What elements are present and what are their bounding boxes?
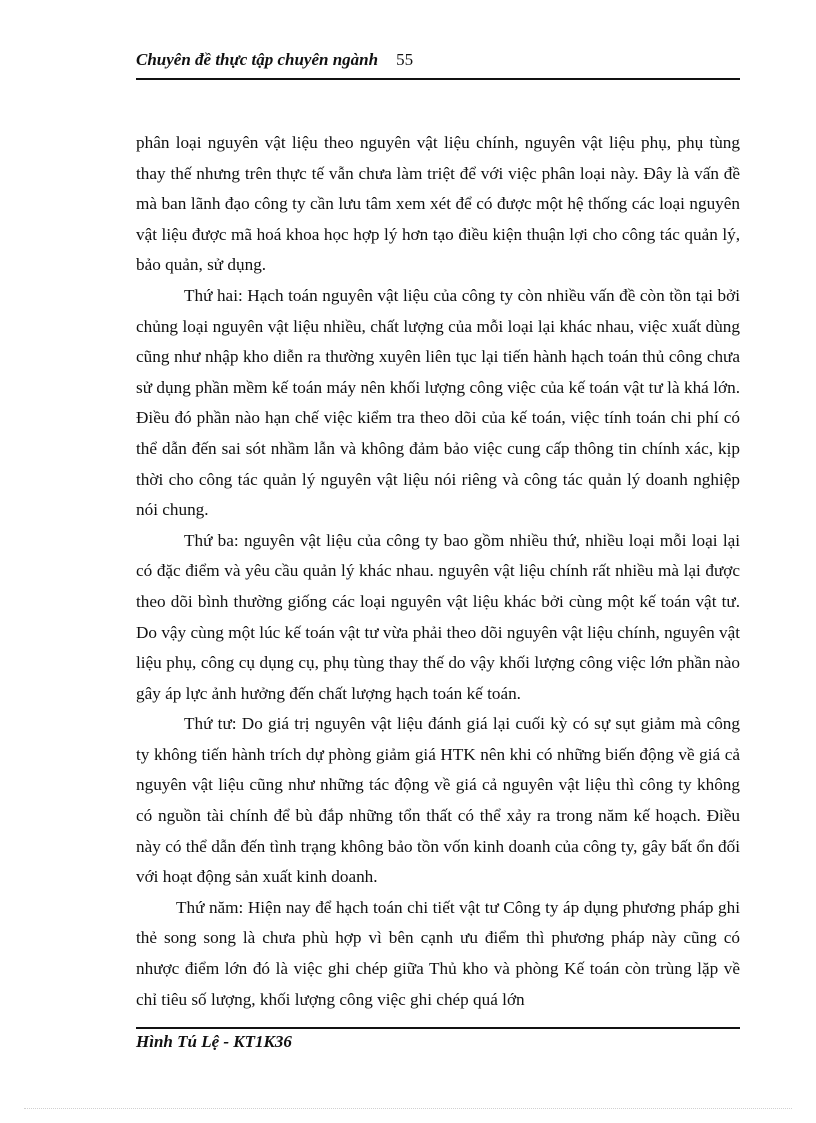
paragraph-fourth-point: Thứ tư: Do giá trị nguyên vật liệu đánh giá lại cuối kỳ có sự sụt giảm mà công ty không tiến hành trích dự phòng giảm giá HTK nên khi có những biến động về giá cả nguyên vật liệu cũng như những tác động về giá cả nguyên vật liệu thì công ty không có nguồn tài chính để bù đắp những tổn thất có thể xảy ra trong năm kế hoạch. Điều này có thể dẫn đến tình trạng không bảo tồn vốn kinh doanh của công ty, gây bất ổn đối với hoạt động sản xuất kinh doanh.: [136, 714, 740, 887]
paragraph-second-point: Thứ hai: Hạch toán nguyên vật liệu của công ty còn nhiều vấn đề còn tồn tại bởi chủng loại nguyên vật liệu nhiều, chất lượng của mỗi loại lại khác nhau, việc xuất dùng cũng như nhập kho diễn ra thường xuyên liên tục lại tiến hành hạch toán thủ công chưa sử dụng phần mềm kế toán máy nên khối lượng công việc của kế toán vật tư là khá lớn. Điều đó phần nào hạn chế việc kiểm tra theo dõi của kế toán, việc tính toán chi phí có thể dẫn đến sai sót nhầm lẫn và không đảm bảo việc cung cấp thông tin chính xác, kịp thời cho công tác quản lý nguyên vật liệu nói riêng và công tác quản lý doanh nghiệp nói chung.: [136, 285, 740, 520]
paragraph-third-point: Thứ ba: nguyên vật liệu của công ty bao gồm nhiều thứ, nhiều loại mỗi loại lại có đặc điểm và yêu cầu quản lý khác nhau. nguyên vật liệu chính rất nhiều mà lại được theo dõi bình thường giống các loại nguyên vật liệu khác bởi cùng một kế toán vật tư. Do vậy cùng một lúc kế toán vật tư vừa phải theo dõi nguyên vật liệu chính, nguyên vật liệu phụ, công cụ dụng cụ, phụ tùng thay thế do vậy khối lượng công việc lớn phần nào gây áp lực ảnh hưởng đến chất lượng hạch toán kế toán.: [136, 530, 740, 703]
footer-rule: [136, 1027, 740, 1029]
page-footer: Hình Tú Lệ - KT1K36: [136, 1032, 292, 1051]
page-header: [136, 48, 740, 72]
paragraph-continuation: phân loại nguyên vật liệu theo nguyên vật liệu chính, nguyên vật liệu phụ, phụ tùng thay thế nhưng trên thực tế vẫn chưa làm triệt để với việc phân loại này. Đây là vấn đề mà ban lãnh đạo công ty cần lưu tâm xem xét để có được một hệ thống các loại nguyên vật liệu được mã hoá khoa học hợp lý hơn tạo điều kiện thuận lợi cho công tác quản lý, bảo quản, sử dụng.: [136, 133, 740, 275]
page-number: 55: [396, 50, 414, 69]
header-rule: [136, 78, 740, 80]
document-title: Chuyên đề thực tập chuyên ngành: [136, 50, 379, 69]
paragraph-fifth-point: Thứ năm: Hiện nay để hạch toán chi tiết vật tư Công ty áp dụng phương pháp ghi thẻ song song là chưa phù hợp vì bên cạnh ưu điểm thì phương pháp này cũng có nhược điểm lớn đó là việc ghi chép giữa Thủ kho và phòng Kế toán còn trùng lặp về chỉ tiêu số lượng, khối lượng công việc ghi chép quá lớn: [136, 897, 740, 1009]
document-body: [136, 128, 740, 1015]
page-edge-divider: [24, 1108, 792, 1109]
